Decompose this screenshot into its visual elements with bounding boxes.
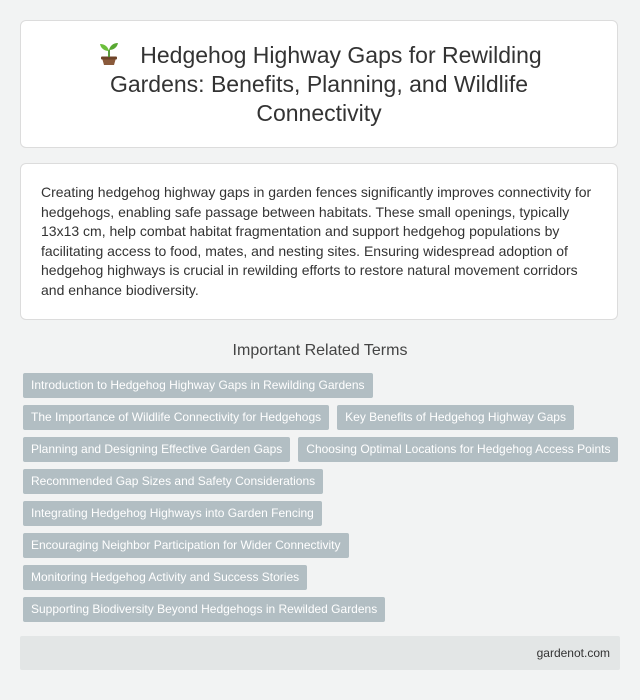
sprout-icon [96,40,122,66]
footer-site-link[interactable]: gardenot.com [536,646,610,660]
tag-row [23,597,619,622]
tag-row [23,501,619,526]
tag-row [23,469,619,494]
related-term-tag[interactable]: Encouraging Neighbor Participation for Wider Connectivity [23,533,349,558]
page-title-text: Hedgehog Highway Gaps for Rewilding Gardens: Benefits, Planning, and Wildlife Connectivity [109,42,542,126]
related-term-tag[interactable]: Key Benefits of Hedgehog Highway Gaps [337,405,574,430]
title-card [20,20,618,148]
tag-row [23,437,619,462]
related-term-tag[interactable]: Integrating Hedgehog Highways into Garden Fencing [23,501,322,526]
related-terms-heading: Important Related Terms [232,342,408,359]
tag-row [23,565,619,590]
tag-row [23,533,619,558]
related-term-tag[interactable]: Recommended Gap Sizes and Safety Considerations [23,469,323,494]
summary-text: Creating hedgehog highway gaps in garden fences significantly improves connectivity for hedgehogs, enabling safe passage between habitats. These small openings, typically 13x13 cm, help combat habitat fragmentation and support hedgehog populations by facilitating access to food, mates, and nesting sites. Ensuring widespread adoption of hedgehog highways is crucial in rewilding efforts to restore natural movement corridors and enhance biodiversity. [41,184,592,298]
related-term-tag[interactable]: Planning and Designing Effective Garden Gaps [23,437,290,462]
page-title [59,40,579,128]
footer [20,636,620,670]
related-term-tag[interactable]: Supporting Biodiversity Beyond Hedgehogs in Rewilded Gardens [23,597,385,622]
tag-row [23,405,619,430]
related-term-tag[interactable]: Introduction to Hedgehog Highway Gaps in Rewilding Gardens [23,373,373,398]
related-terms-list [23,373,619,629]
tag-row [23,373,619,398]
related-term-tag[interactable]: Choosing Optimal Locations for Hedgehog Access Points [298,437,618,462]
summary-card [20,163,618,320]
related-term-tag[interactable]: The Importance of Wildlife Connectivity for Hedgehogs [23,405,329,430]
related-term-tag[interactable]: Monitoring Hedgehog Activity and Success Stories [23,565,307,590]
